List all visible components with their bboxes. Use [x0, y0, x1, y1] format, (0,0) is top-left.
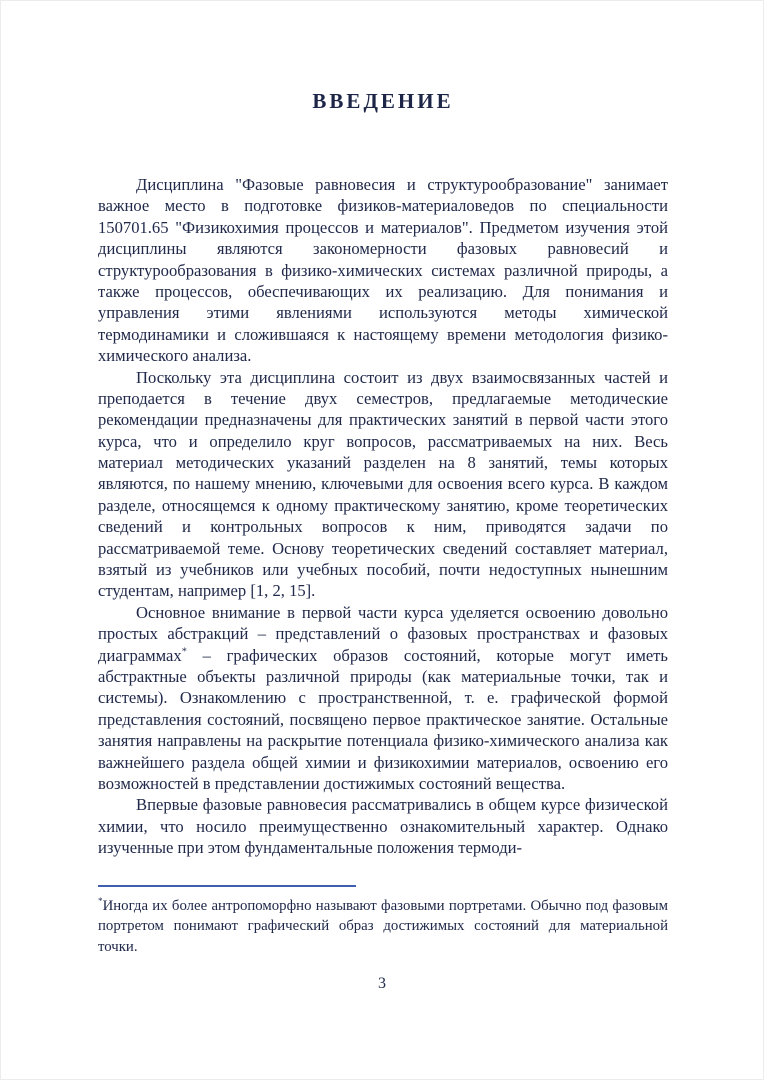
paragraph: Дисциплина "Фазовые равновесия и структурообразование" занимает важное место в подготовке физиков-материаловедов по специальности 150701.65 "Физикохимия процессов и материалов". Предметом изучения этой дисциплины являются закономерности фазовых равновесий и структурообразования в физико-химических системах различной природы, а также процессов, обеспечивающих их реализацию. Для понимания и управления этими явлениями используются методы химической термодинамики и сложившаяся к настоящему времени методология физико-химического анализа.: [98, 175, 668, 366]
paragraph-segment: Основное внимание в первой части курса уделяется освоению довольно простых абстракций – представлений о фазовых пространствах и фазовых диаграммах: [98, 602, 668, 665]
footnote-reference-marker: *: [181, 646, 187, 658]
body-text: [98, 174, 668, 859]
footnote-block: [98, 885, 668, 957]
footnote-body: Иногда их более антропоморфно называют фазовыми портретами. Обычно под фазовым портретом понимают графический образ достижимых состояний для материальной точки.: [98, 898, 668, 955]
footnote-separator-rule: [98, 885, 356, 887]
paragraph-segment: – графических образов состояний, которые могут иметь абстрактные объекты различной природы (как материальные точки, так и системы). Ознакомлению с пространственной, т. е. графической формой представления состояний, посвящено первое практическое занятие. Остальные занятия направлены на раскрытие потенциала физико-химического анализа как важнейшего раздела общей химии и физикохимии материалов, освоению его возможностей в представлении достижимых состояний вещества.: [98, 645, 668, 793]
footnote-marker: *: [98, 896, 103, 907]
footnote-text: [98, 896, 668, 957]
page-title: ВВЕДЕНИЕ: [312, 89, 454, 113]
paragraph: [98, 602, 668, 795]
paragraph: Поскольку эта дисциплина состоит из двух взаимосвязанных частей и преподается в течение двух семестров, предлагаемые методические рекомендации предназначены для практических занятий в первой части этого курса, что и определило круг вопросов, рассматриваемых на них. Весь материал методических указаний разделен на 8 занятий, темы которых являются, по нашему мнению, ключевыми для освоения всего курса. В каждом разделе, относящемся к одному практическому занятию, кроме теоретических сведений и контрольных вопросов к ним, приводятся задачи по рассматриваемой теме. Основу теоретических сведений составляет материал, взятый из учебников или учебных пособий, почти недоступных нынешним студентам, например [1, 2, 15].: [98, 367, 668, 601]
page-number: 3: [378, 975, 386, 992]
page-content: [98, 89, 668, 859]
paragraph: Впервые фазовые равновесия рассматривались в общем курсе физической химии, что носило преимущественно ознакомительный характер. Однако изученные при этом фундаментальные положения термоди-: [98, 795, 668, 858]
